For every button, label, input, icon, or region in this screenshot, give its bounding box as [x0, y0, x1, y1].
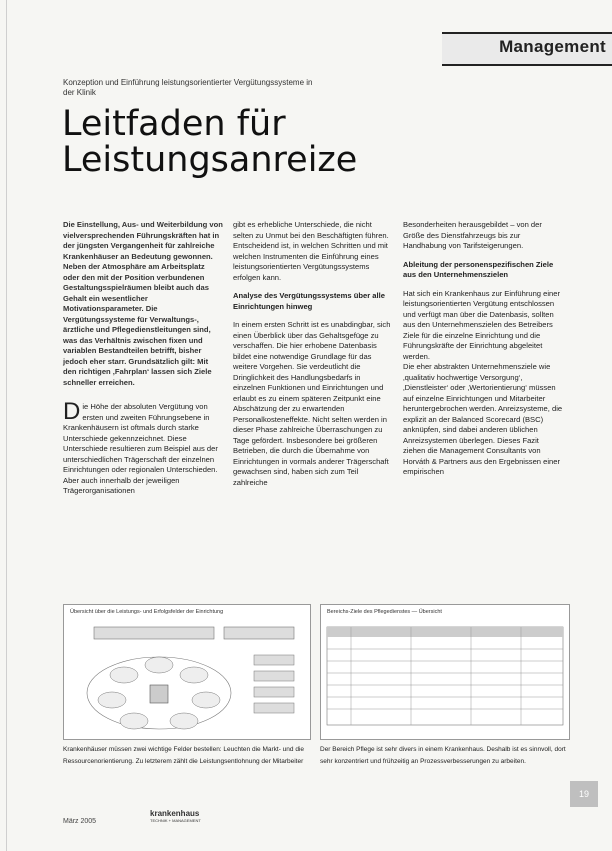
col2-subheading: Analyse des Vergütungssystems über alle Einrichtungen hinweg: [233, 291, 385, 311]
footer-magazine: [150, 809, 201, 823]
page-number: 19: [570, 781, 598, 807]
col2-paragraph-1: gibt es erhebliche Unterschiede, die nicht selten zu Unmut bei den Beschäftigten führen. Entscheidend ist, in welchen Schritten und mit welchen Instrumenten die Einführung eines leistungsorientierten Vergütungssystems erfolgen kann.: [233, 220, 389, 282]
figure-right: [320, 604, 570, 740]
body-text: ie Höhe der absoluten Vergütung von ersten und zweiten Führungsebene in Krankenhäusern ist oftmals durch starke Unterschiede gekennzeichnet. Diese Unterschiede resultieren zum Beispiel aus der unterschiedlichen Trägerschaft der einzelnen Einrichtungen oder regionalen Unterschieden. Aber auch innerhalb der jeweiligen Trägerorganisationen: [63, 402, 218, 495]
caption-right: Der Bereich Pflege ist sehr divers in einem Krankenhaus. Deshalb ist es sinnvoll, dort sehr konzentriert und frühzeitig an Prozessverbesserungen zu arbeiten.: [320, 746, 566, 765]
lead-paragraph: Die Einstellung, Aus- und Weiterbildung von vielversprechenden Führungskräften hat in der jüngsten Vergangenheit für zahlreiche Krankenhäuser an Bedeutung gewonnen. Neben der Atmosphäre am Arbeitsplatz oder den mit der Position verbundenen Gestaltungsspielräumen bleibt auch das Gehalt ein wesentlicher Motivationsparameter. Die Vergütungssysteme für Verwaltungs-, ärztliche und Pflegedienstleitungen sind, was das Verhältnis zwischen fixen und variablen Bestandteilen betrifft, bisher jedoch eher starr. Grundsätzlich gilt: Mit den richtigen ‚Fahrplan‘ lassen sich Ziele schneller erreichen.: [63, 220, 223, 387]
column-2: [233, 220, 393, 496]
figure-right-table: [321, 605, 569, 739]
article-kicker: Konzeption und Einführung leistungsorientierter Vergütungssysteme in der Klinik: [63, 78, 313, 97]
magazine-subtitle: TECHNIK + MANAGEMENT: [150, 818, 201, 823]
section-label: Management: [499, 37, 606, 56]
col3-paragraph-1: Besonderheiten herausgebildet – von der Größe des Dienstfahrzeugs bis zur Handhabung von Tarifsteigerungen.: [403, 220, 542, 250]
title-line-1: Leitfaden für: [62, 104, 286, 144]
col3-paragraph-2: Hat sich ein Krankenhaus zur Einführung einer leistungsorientierten Vergütung entschlossen und verfügt man über die Datenbasis, sollten aus den Unternehmenszielen des Betreibers Ziele für die einzelne Einrichtung und die Führungskräfte der Einrichtung abgeleitet werden.: [403, 288, 561, 361]
footer-date: März 2005: [63, 818, 97, 825]
column-3: [403, 220, 563, 486]
col3-subheading: Ableitung der personenspezifischen Ziele aus den Unternehmenszielen: [403, 259, 554, 279]
body-paragraph: [63, 398, 223, 497]
magazine-name: krankenhaus: [150, 809, 200, 818]
figure-right-title: Bereichs-Ziele des Pflegedienstes — Übersicht: [327, 609, 442, 615]
caption-left: Krankenhäuser müssen zwei wichtige Felder bestellen: Leuchten die Markt- und die Ressourcenorientierung. Zu letzterem zählt die Leistungsentlohnung der Mitarbeiter: [63, 746, 304, 765]
figure-left-diagram: [64, 605, 310, 739]
figure-left: [63, 604, 311, 740]
title-line-2: Leistungsanreize: [62, 140, 358, 180]
column-1: [63, 220, 223, 505]
article-title: [62, 106, 357, 178]
section-tab: [442, 32, 612, 66]
col3-paragraph-3: Die eher abstrakten Unternehmensziele wie ‚qualitativ hochwertige Versorgung‘, ‚Dienstleister‘ oder ‚Wertorientierung‘ müssen auf einzelne Einrichtungen und Mitarbeiter heruntergebrochen werden. Anreizsysteme, die explizit an der Balanced Scorecard (BSC) anknüpfen, sind dabei anderen üblichen Anreizsystemen überlegen. Dieses Fazit ziehen die Management Consultants von Horváth & Partners aus den Ergebnissen einer empirischen: [403, 362, 563, 476]
col2-paragraph-2: In einem ersten Schritt ist es unabdingbar, sich einen Überblick über das Gehaltsgefüge zu verschaffen. Die hier erhobene Datenbasis bildet eine notwendige Grundlage für das weitere Vorgehen. Sie verdeutlicht die Dringlichkeit des Handlungsbedarfs in einzelnen Funktionen und Einrichtungen und erlaubt es zu einem späteren Zeitpunkt eine Abschätzung der zu erwartenden Personalkosteneffekte. Nicht selten werden in dieser Phase zahlreiche Überraschungen zu Tage gefördert. Insbesondere bei größeren Betrieben, die durch die Übernahme von Einrichtungen in vormals anderer Trägerschaft gewachsen sind, haben sich zum Teil zahlreiche: [233, 320, 391, 487]
dropcap: D: [63, 398, 81, 425]
figure-left-title: Übersicht über die Leistungs- und Erfolgsfelder der Einrichtung: [70, 609, 224, 615]
scan-edge: [6, 0, 7, 851]
